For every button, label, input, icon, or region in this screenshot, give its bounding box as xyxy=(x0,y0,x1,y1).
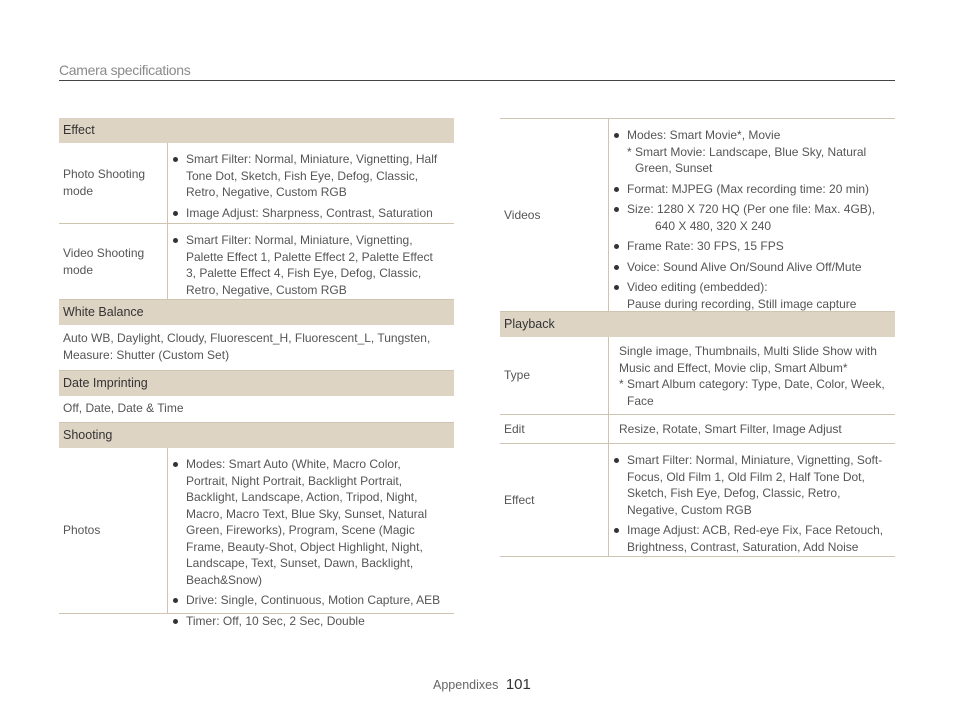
list-item: Modes: Smart Auto (White, Macro Color, Portrait, Night Portrait, Backlight Portrait, Backlight, Landscape, Action, Tripod, Night, Macro, Macro Text, Blue Sky, Sunset, Natural Green, Fireworks), Program, Scene (Magic Frame, Beauty-Shot, Object Highlight, Night, Landscape, Text, Sunset, Dawn, Backlight, Beach&Snow) xyxy=(173,456,446,588)
header-rule xyxy=(59,80,895,81)
videos-editing-cont: Pause during recording, Still image capture xyxy=(627,296,857,311)
list-item xyxy=(614,279,887,312)
list-item: Format: MJPEG (Max recording time: 20 min) xyxy=(614,181,887,198)
list-item: Image Adjust: ACB, Red-eye Fix, Face Retouch, Brightness, Contrast, Saturation, Add Noise xyxy=(614,522,887,555)
footer-section-label: Appendixes xyxy=(433,678,499,692)
table-row xyxy=(500,444,895,557)
videos-modes-note-cont: Green, Sunset xyxy=(635,161,713,175)
row-content xyxy=(168,448,454,628)
table-row xyxy=(59,224,454,300)
row-label-photos: Photos xyxy=(59,448,168,613)
row-label-photo-shooting: Photo Shooting mode xyxy=(59,143,168,223)
white-balance-text: Auto WB, Daylight, Cloudy, Fluorescent_H, Fluorescent_L, Tungsten, Measure: Shutter (Custom Set) xyxy=(59,325,454,371)
list-item xyxy=(614,201,887,234)
row-content xyxy=(609,337,895,414)
list-item: Frame Rate: 30 FPS, 15 FPS xyxy=(614,238,887,255)
row-content xyxy=(609,444,895,556)
row-content xyxy=(609,119,895,311)
list-item: Smart Filter: Normal, Miniature, Vignetting, Half Tone Dot, Sketch, Fish Eye, Defog, Classic, Retro, Negative, Custom RGB xyxy=(173,151,446,201)
table-row xyxy=(500,337,895,415)
date-imprinting-text: Off, Date, Date & Time xyxy=(59,396,454,423)
row-label-type: Type xyxy=(500,337,609,414)
videos-editing: Video editing (embedded): xyxy=(627,280,768,294)
page-footer xyxy=(433,676,531,693)
right-spec-column xyxy=(500,118,895,557)
left-spec-column xyxy=(59,118,454,628)
list-item: Voice: Sound Alive On/Sound Alive Off/Mute xyxy=(614,259,887,276)
table-row xyxy=(59,143,454,224)
playback-type-note-cont: Face xyxy=(627,393,654,408)
section-heading-effect: Effect xyxy=(59,118,454,143)
list-item: Smart Filter: Normal, Miniature, Vignetting, Soft-Focus, Old Film 1, Old Film 2, Half Tone Dot, Sketch, Fish Eye, Defog, Classic, Retro, Negative, Custom RGB xyxy=(614,452,887,518)
videos-modes: Modes: Smart Movie*, Movie xyxy=(627,128,781,142)
page-number: 101 xyxy=(505,676,531,693)
section-heading-date-imprinting: Date Imprinting xyxy=(59,371,454,396)
videos-modes-note: * Smart Movie: Landscape, Blue Sky, Natural xyxy=(627,144,867,159)
section-heading-shooting: Shooting xyxy=(59,423,454,448)
section-heading-white-balance: White Balance xyxy=(59,300,454,325)
row-label-video-shooting: Video Shooting mode xyxy=(59,224,168,299)
section-heading-playback: Playback xyxy=(500,312,895,337)
list-item: Smart Filter: Normal, Miniature, Vignetting, Palette Effect 1, Palette Effect 2, Palette Effect 3, Palette Effect 4, Fish Eye, Defog, Classic, Retro, Negative, Custom RGB xyxy=(173,232,446,298)
page-header-title: Camera specifications xyxy=(59,62,191,78)
table-row xyxy=(500,119,895,312)
table-row xyxy=(500,415,895,444)
list-item: Drive: Single, Continuous, Motion Capture, AEB xyxy=(173,592,446,609)
list-item: Image Adjust: Sharpness, Contrast, Saturation xyxy=(173,205,446,222)
table-row xyxy=(59,448,454,628)
row-label-effect: Effect xyxy=(500,444,609,556)
row-label-videos: Videos xyxy=(500,119,609,311)
playback-type-text: Single image, Thumbnails, Multi Slide Show with Music and Effect, Movie clip, Smart Album* xyxy=(619,344,877,375)
row-content xyxy=(168,143,454,223)
row-content xyxy=(168,224,454,299)
playback-edit-text: Resize, Rotate, Smart Filter, Image Adjust xyxy=(619,421,842,436)
playback-type-note: * Smart Album category: Type, Date, Color, Week, xyxy=(619,377,885,391)
row-content xyxy=(609,415,895,443)
list-item: Timer: Off, 10 Sec, 2 Sec, Double xyxy=(173,613,446,630)
videos-size: Size: 1280 X 720 HQ (Per one file: Max. 4GB), xyxy=(627,202,876,216)
row-label-edit: Edit xyxy=(500,415,609,443)
videos-size-cont: 640 X 480, 320 X 240 xyxy=(655,218,772,233)
list-item xyxy=(614,127,887,177)
